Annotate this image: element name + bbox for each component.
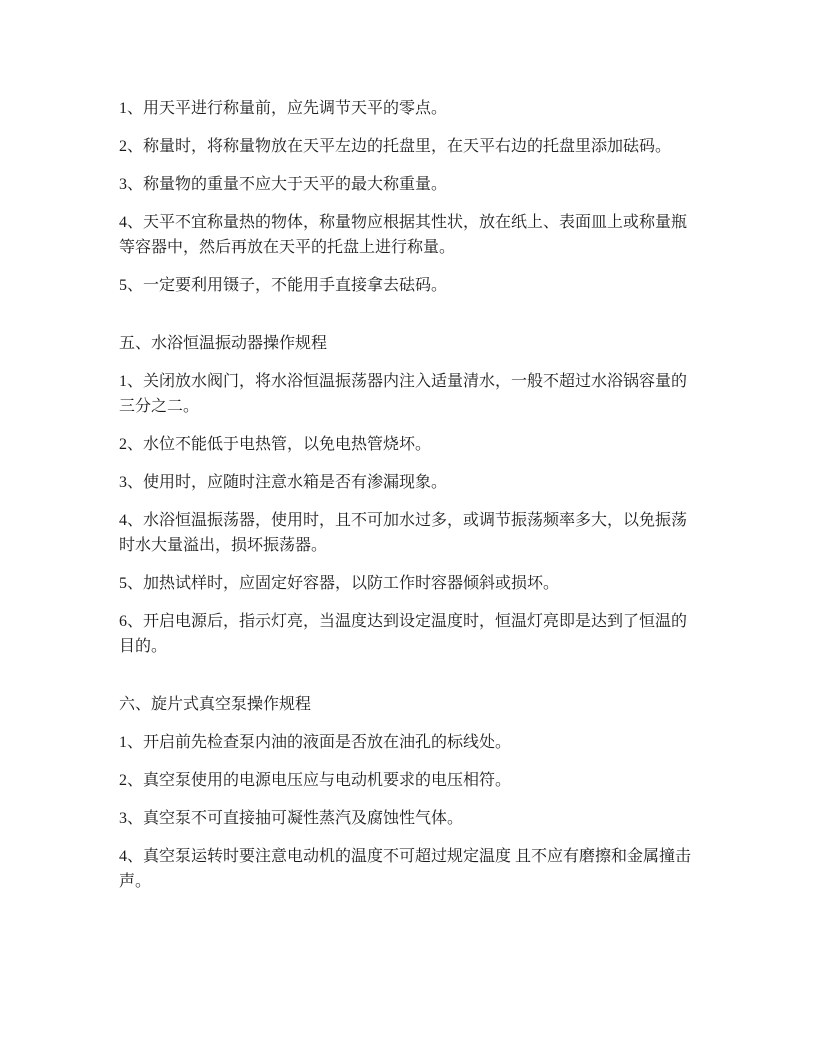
list-item xyxy=(119,470,699,495)
text-line: 1、开启前先检查泵内油的液面是否放在油孔的标线处。 xyxy=(119,734,512,751)
list-item xyxy=(119,273,699,298)
list-item xyxy=(119,730,699,755)
text-line: 时水大量溢出，损坏振荡器。 xyxy=(119,537,328,554)
list-item xyxy=(119,210,699,260)
list-item xyxy=(119,768,699,793)
text-line: 4、真空泵运转时要注意电动机的温度不可超过规定温度 且不应有磨擦和金属撞击 xyxy=(119,848,692,865)
list-item xyxy=(119,134,699,159)
text-line: 2、称量时，将称量物放在天平左边的托盘里，在天平右边的托盘里添加砝码。 xyxy=(119,138,672,155)
text-line: 3、真空泵不可直接抽可凝性蒸汽及腐蚀性气体。 xyxy=(119,810,464,827)
text-line: 3、称量物的重量不应大于天平的最大称重量。 xyxy=(119,176,448,193)
list-item xyxy=(119,806,699,831)
list-item xyxy=(119,844,699,894)
text-line: 三分之二。 xyxy=(119,398,200,415)
text-line: 声。 xyxy=(119,873,152,890)
text-line: 等容器中，然后再放在天平的托盘上进行称量。 xyxy=(119,239,456,256)
text-line: 2、水位不能低于电热管，以免电热管烧坏。 xyxy=(119,436,432,453)
text-line: 3、使用时，应随时注意水箱是否有渗漏现象。 xyxy=(119,474,448,491)
list-item xyxy=(119,432,699,457)
text-line: 4、水浴恒温振荡器，使用时，且不可加水过多，或调节振荡频率多大，以免振荡 xyxy=(119,512,688,529)
list-item xyxy=(119,571,699,596)
text-line: 2、真空泵使用的电源电压应与电动机要求的电压相符。 xyxy=(119,772,512,789)
text-line: 5、加热试样时，应固定好容器，以防工作时容器倾斜或损坏。 xyxy=(119,575,560,592)
list-item xyxy=(119,609,699,659)
section-heading: 五、水浴恒温振动器操作规程 xyxy=(119,335,328,352)
list-item xyxy=(119,172,699,197)
text-line: 4、天平不宜称量热的物体，称量物应根据其性状，放在纸上、表面皿上或称量瓶 xyxy=(119,214,688,231)
list-item xyxy=(119,369,699,419)
text-line: 目的。 xyxy=(119,638,168,655)
document-body xyxy=(119,96,699,907)
text-line: 1、用天平进行称量前，应先调节天平的零点。 xyxy=(119,100,448,117)
text-line: 6、开启电源后，指示灯亮，当温度达到设定温度时，恒温灯亮即是达到了恒温的 xyxy=(119,613,688,630)
list-item xyxy=(119,96,699,121)
list-item xyxy=(119,508,699,558)
section-heading: 六、旋片式真空泵操作规程 xyxy=(119,696,312,713)
text-line: 1、关闭放水阀门，将水浴恒温振荡器内注入适量清水，一般不超过水浴锅容量的 xyxy=(119,373,688,390)
text-line: 5、一定要利用镊子，不能用手直接拿去砝码。 xyxy=(119,277,448,294)
